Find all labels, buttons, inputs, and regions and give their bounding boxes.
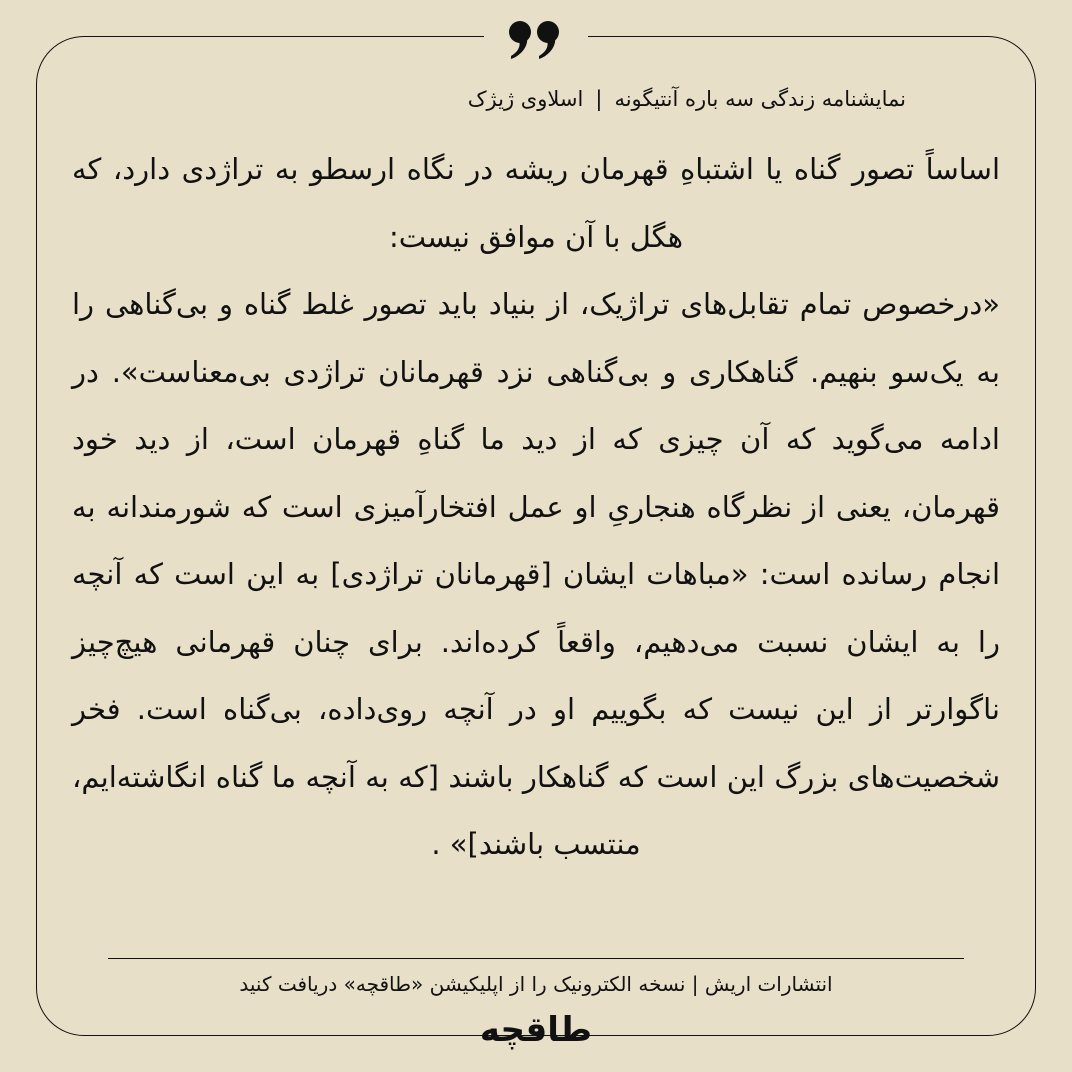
book-info-header <box>300 82 906 116</box>
quote-body <box>72 136 1000 879</box>
book-title: نمایشنامه زندگی سه باره آنتیگونه <box>614 87 906 111</box>
taaghche-logo <box>476 1002 596 1058</box>
header-separator: | <box>595 87 603 111</box>
quote-paragraph: «درخصوص تمام تقابل‌های تراژیک، از بنیاد باید تصور غلط گناه و بی‌گناهی را به یک‌سو بنهیم. گناهکاری و بی‌گناهی نزد قهرمانان تراژدی بی‌معناست». در ادامه می‌گوید که آن چیزی که از دید ما گناهِ قهرمان است، از دید خود قهرمان، یعنی از نظرگاه هنجاریِ او عمل افتخارآمیزی است که شورمندانه به انجام رسانده است: «مباهات ایشان [قهرمانان تراژدی] به این است که آنچه را به ایشان نسبت می‌دهیم، واقعاً کرده‌اند. برای چنان قهرمانی هیچ‌چیز ناگوارتر از این نیست که بگوییم او در آنچه روی‌داده، بی‌گناه است. فخر شخصیت‌های بزرگ این است که گناهکار باشند [که به آنچه ما گناه انگاشته‌ایم، منتسب باشند]» . <box>72 287 1000 861</box>
quote-mark-icon <box>484 12 588 68</box>
author-name: اسلاوی ژیژک <box>467 87 584 111</box>
logo-text: طاقچه <box>479 1010 593 1050</box>
publisher-footer: انتشارات اریش | نسخه الکترونیک را از اپلیکیشن «طاقچه» دریافت کنید <box>239 972 833 996</box>
footer-divider <box>108 958 964 959</box>
quote-paragraph: اساساً تصور گناه یا اشتباهِ قهرمان ریشه در نگاه ارسطو به تراژدی دارد، که هگل با آن موافق نیست: <box>72 152 1000 254</box>
